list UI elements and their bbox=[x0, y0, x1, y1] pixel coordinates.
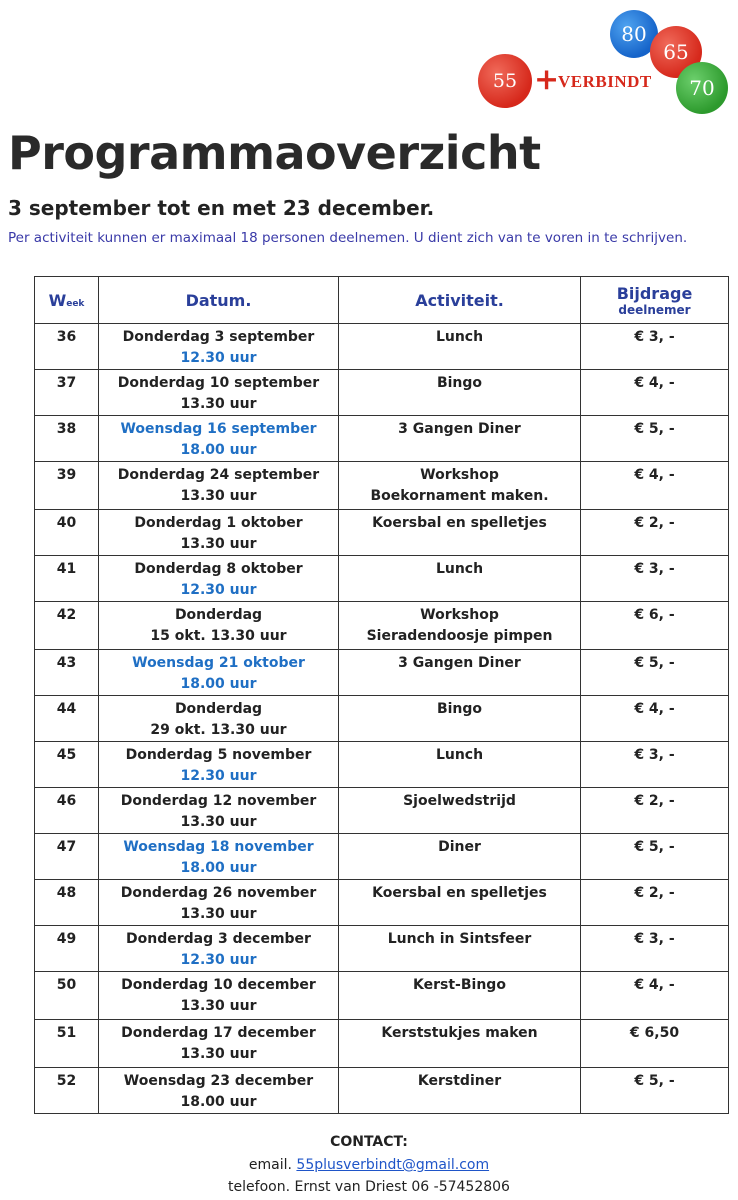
table-row bbox=[35, 510, 729, 556]
week-cell: 50 bbox=[35, 972, 99, 1020]
activity-cell bbox=[339, 650, 581, 696]
activity-line: Diner bbox=[438, 839, 481, 855]
activity-line: Lunch bbox=[435, 747, 484, 763]
date-cell bbox=[99, 650, 339, 696]
date-line: Donderdag 3 september bbox=[122, 329, 315, 345]
bijdrage-cell: € 2, - bbox=[581, 510, 729, 556]
date-line: Donderdag 24 september bbox=[117, 467, 320, 483]
week-cell: 39 bbox=[35, 462, 99, 510]
activity-line-2: Sieradendoosje pimpen bbox=[366, 628, 553, 644]
time-line: 18.00 uur bbox=[180, 1094, 257, 1110]
week-cell: 42 bbox=[35, 602, 99, 650]
week-cell: 44 bbox=[35, 696, 99, 742]
header-week-rest: eek bbox=[66, 298, 85, 309]
date-line: Donderdag 26 november bbox=[120, 885, 317, 901]
week-cell: 43 bbox=[35, 650, 99, 696]
bijdrage-cell: € 3, - bbox=[581, 742, 729, 788]
date-line: Woensdag 18 november bbox=[123, 839, 314, 855]
time-line: 18.00 uur bbox=[180, 442, 257, 458]
week-cell: 52 bbox=[35, 1068, 99, 1114]
table-row bbox=[35, 696, 729, 742]
table-row bbox=[35, 324, 729, 370]
header-bijdrage-label: Bijdrage bbox=[616, 283, 693, 303]
activity-line: Koersbal en spelletjes bbox=[372, 515, 547, 531]
week-cell: 48 bbox=[35, 880, 99, 926]
activity-line: Workshop bbox=[420, 467, 499, 483]
activity-line: Sjoelwedstrijd bbox=[403, 793, 516, 809]
table-row bbox=[35, 1068, 729, 1114]
activity-cell bbox=[339, 324, 581, 370]
participation-note: Per activiteit kunnen er maximaal 18 personen deelnemen. U dient zich van te voren in te schrijven. bbox=[8, 230, 688, 246]
time-line: 29 okt. 13.30 uur bbox=[150, 722, 287, 738]
activity-line: Workshop bbox=[420, 607, 499, 623]
bijdrage-cell: € 5, - bbox=[581, 416, 729, 462]
bijdrage-cell: € 3, - bbox=[581, 556, 729, 602]
time-line: 18.00 uur bbox=[180, 860, 257, 876]
activity-cell bbox=[339, 788, 581, 834]
week-cell: 46 bbox=[35, 788, 99, 834]
date-line: Donderdag 10 september bbox=[117, 375, 320, 391]
bijdrage-cell: € 3, - bbox=[581, 324, 729, 370]
header-bijdrage-sub: deelnemer bbox=[618, 302, 691, 317]
bijdrage-cell: € 4, - bbox=[581, 370, 729, 416]
week-cell: 36 bbox=[35, 324, 99, 370]
date-line: Woensdag 16 september bbox=[120, 421, 317, 437]
date-cell bbox=[99, 972, 339, 1020]
date-line: Donderdag 3 december bbox=[126, 931, 311, 947]
activity-line: 3 Gangen Diner bbox=[398, 655, 521, 671]
table-row bbox=[35, 880, 729, 926]
logo-ball-70: 70 bbox=[676, 62, 728, 114]
bijdrage-cell: € 6, - bbox=[581, 602, 729, 650]
week-cell: 51 bbox=[35, 1020, 99, 1068]
header-datum: Datum. bbox=[99, 277, 339, 324]
logo-ball-80: 80 bbox=[610, 10, 658, 58]
activity-line: Kerstdiner bbox=[417, 1073, 502, 1089]
time-line: 13.30 uur bbox=[180, 488, 257, 504]
logo-55-plus-verbindt bbox=[474, 6, 736, 114]
activity-cell bbox=[339, 972, 581, 1020]
time-line: 13.30 uur bbox=[180, 396, 257, 412]
table-row bbox=[35, 834, 729, 880]
date-cell bbox=[99, 880, 339, 926]
email-link[interactable]: 55plusverbindt@gmail.com bbox=[296, 1157, 490, 1173]
table-row bbox=[35, 370, 729, 416]
date-line: Donderdag 17 december bbox=[121, 1025, 316, 1041]
header-activiteit: Activiteit. bbox=[339, 277, 581, 324]
table-row bbox=[35, 1020, 729, 1068]
date-cell bbox=[99, 742, 339, 788]
date-line: Woensdag 23 december bbox=[123, 1073, 314, 1089]
program-table bbox=[34, 276, 729, 1114]
date-cell bbox=[99, 834, 339, 880]
logo-ball-65: 65 bbox=[650, 26, 702, 78]
logo-text: VERBINDT bbox=[558, 72, 652, 91]
logo-ball-55: 55 bbox=[478, 54, 532, 108]
bijdrage-cell: € 5, - bbox=[581, 834, 729, 880]
bijdrage-cell: € 6,50 bbox=[581, 1020, 729, 1068]
header-bijdrage bbox=[581, 277, 729, 324]
table-row bbox=[35, 742, 729, 788]
activity-line: Kerst-Bingo bbox=[413, 977, 506, 993]
date-line: Donderdag bbox=[174, 701, 263, 717]
bijdrage-cell: € 3, - bbox=[581, 926, 729, 972]
week-cell: 49 bbox=[35, 926, 99, 972]
contact-label: CONTACT: bbox=[330, 1134, 408, 1150]
date-line: Donderdag 8 oktober bbox=[134, 561, 303, 577]
activity-cell bbox=[339, 1068, 581, 1114]
page-subtitle: 3 september tot en met 23 december. bbox=[8, 196, 435, 220]
date-line: Donderdag 1 oktober bbox=[134, 515, 303, 531]
activity-cell bbox=[339, 462, 581, 510]
time-line: 18.00 uur bbox=[180, 676, 257, 692]
table-row bbox=[35, 788, 729, 834]
week-cell: 45 bbox=[35, 742, 99, 788]
activity-line: Kerststukjes maken bbox=[381, 1025, 538, 1041]
date-cell bbox=[99, 602, 339, 650]
bijdrage-cell: € 4, - bbox=[581, 696, 729, 742]
table-row bbox=[35, 556, 729, 602]
table-row bbox=[35, 926, 729, 972]
activity-line: Bingo bbox=[436, 375, 483, 391]
bijdrage-cell: € 5, - bbox=[581, 650, 729, 696]
contact-phone: telefoon. Ernst van Driest 06 -57452806 bbox=[228, 1179, 510, 1195]
time-line: 13.30 uur bbox=[180, 906, 257, 922]
bijdrage-cell: € 2, - bbox=[581, 880, 729, 926]
activity-line: Bingo bbox=[436, 701, 483, 717]
date-cell bbox=[99, 696, 339, 742]
email-prefix: email. bbox=[248, 1157, 292, 1173]
time-line: 13.30 uur bbox=[180, 536, 257, 552]
table-row bbox=[35, 972, 729, 1020]
week-cell: 37 bbox=[35, 370, 99, 416]
time-line: 12.30 uur bbox=[180, 582, 257, 598]
date-line: Donderdag bbox=[174, 607, 263, 623]
page-title: Programmaoverzicht bbox=[8, 126, 541, 180]
date-cell bbox=[99, 416, 339, 462]
table-header-row bbox=[35, 277, 729, 324]
bijdrage-cell: € 4, - bbox=[581, 462, 729, 510]
week-cell: 47 bbox=[35, 834, 99, 880]
date-line: Donderdag 10 december bbox=[121, 977, 316, 993]
activity-cell bbox=[339, 1020, 581, 1068]
time-line: 13.30 uur bbox=[180, 998, 257, 1014]
date-cell bbox=[99, 926, 339, 972]
activity-line: Lunch bbox=[435, 561, 484, 577]
activity-cell bbox=[339, 556, 581, 602]
date-cell bbox=[99, 1068, 339, 1114]
activity-cell bbox=[339, 370, 581, 416]
date-line: Woensdag 21 oktober bbox=[132, 655, 305, 671]
contact-email-line bbox=[0, 1157, 738, 1173]
week-cell: 40 bbox=[35, 510, 99, 556]
activity-cell bbox=[339, 510, 581, 556]
activity-cell bbox=[339, 416, 581, 462]
activity-cell bbox=[339, 696, 581, 742]
time-line: 13.30 uur bbox=[180, 814, 257, 830]
time-line: 15 okt. 13.30 uur bbox=[150, 628, 287, 644]
activity-line-2: Boekornament maken. bbox=[370, 488, 549, 504]
header-week bbox=[35, 277, 99, 324]
week-cell: 41 bbox=[35, 556, 99, 602]
date-cell bbox=[99, 1020, 339, 1068]
date-line: Donderdag 12 november bbox=[120, 793, 317, 809]
logo-plus: + bbox=[534, 62, 560, 97]
activity-line: Koersbal en spelletjes bbox=[372, 885, 547, 901]
date-cell bbox=[99, 462, 339, 510]
time-line: 12.30 uur bbox=[180, 952, 257, 968]
date-cell bbox=[99, 324, 339, 370]
activity-cell bbox=[339, 834, 581, 880]
activity-cell bbox=[339, 602, 581, 650]
time-line: 13.30 uur bbox=[180, 1046, 257, 1062]
date-line: Donderdag 5 november bbox=[125, 747, 312, 763]
date-cell bbox=[99, 510, 339, 556]
activity-cell bbox=[339, 926, 581, 972]
activity-line: Lunch bbox=[435, 329, 484, 345]
activity-cell bbox=[339, 880, 581, 926]
date-cell bbox=[99, 370, 339, 416]
bijdrage-cell: € 2, - bbox=[581, 788, 729, 834]
table-row bbox=[35, 416, 729, 462]
time-line: 12.30 uur bbox=[180, 350, 257, 366]
header-week-w: W bbox=[48, 290, 67, 310]
activity-line: Lunch in Sintsfeer bbox=[387, 931, 532, 947]
time-line: 12.30 uur bbox=[180, 768, 257, 784]
date-cell bbox=[99, 788, 339, 834]
table-row bbox=[35, 650, 729, 696]
table-row bbox=[35, 462, 729, 510]
bijdrage-cell: € 4, - bbox=[581, 972, 729, 1020]
activity-line: 3 Gangen Diner bbox=[398, 421, 521, 437]
activity-cell bbox=[339, 742, 581, 788]
table-row bbox=[35, 602, 729, 650]
date-cell bbox=[99, 556, 339, 602]
week-cell: 38 bbox=[35, 416, 99, 462]
bijdrage-cell: € 5, - bbox=[581, 1068, 729, 1114]
